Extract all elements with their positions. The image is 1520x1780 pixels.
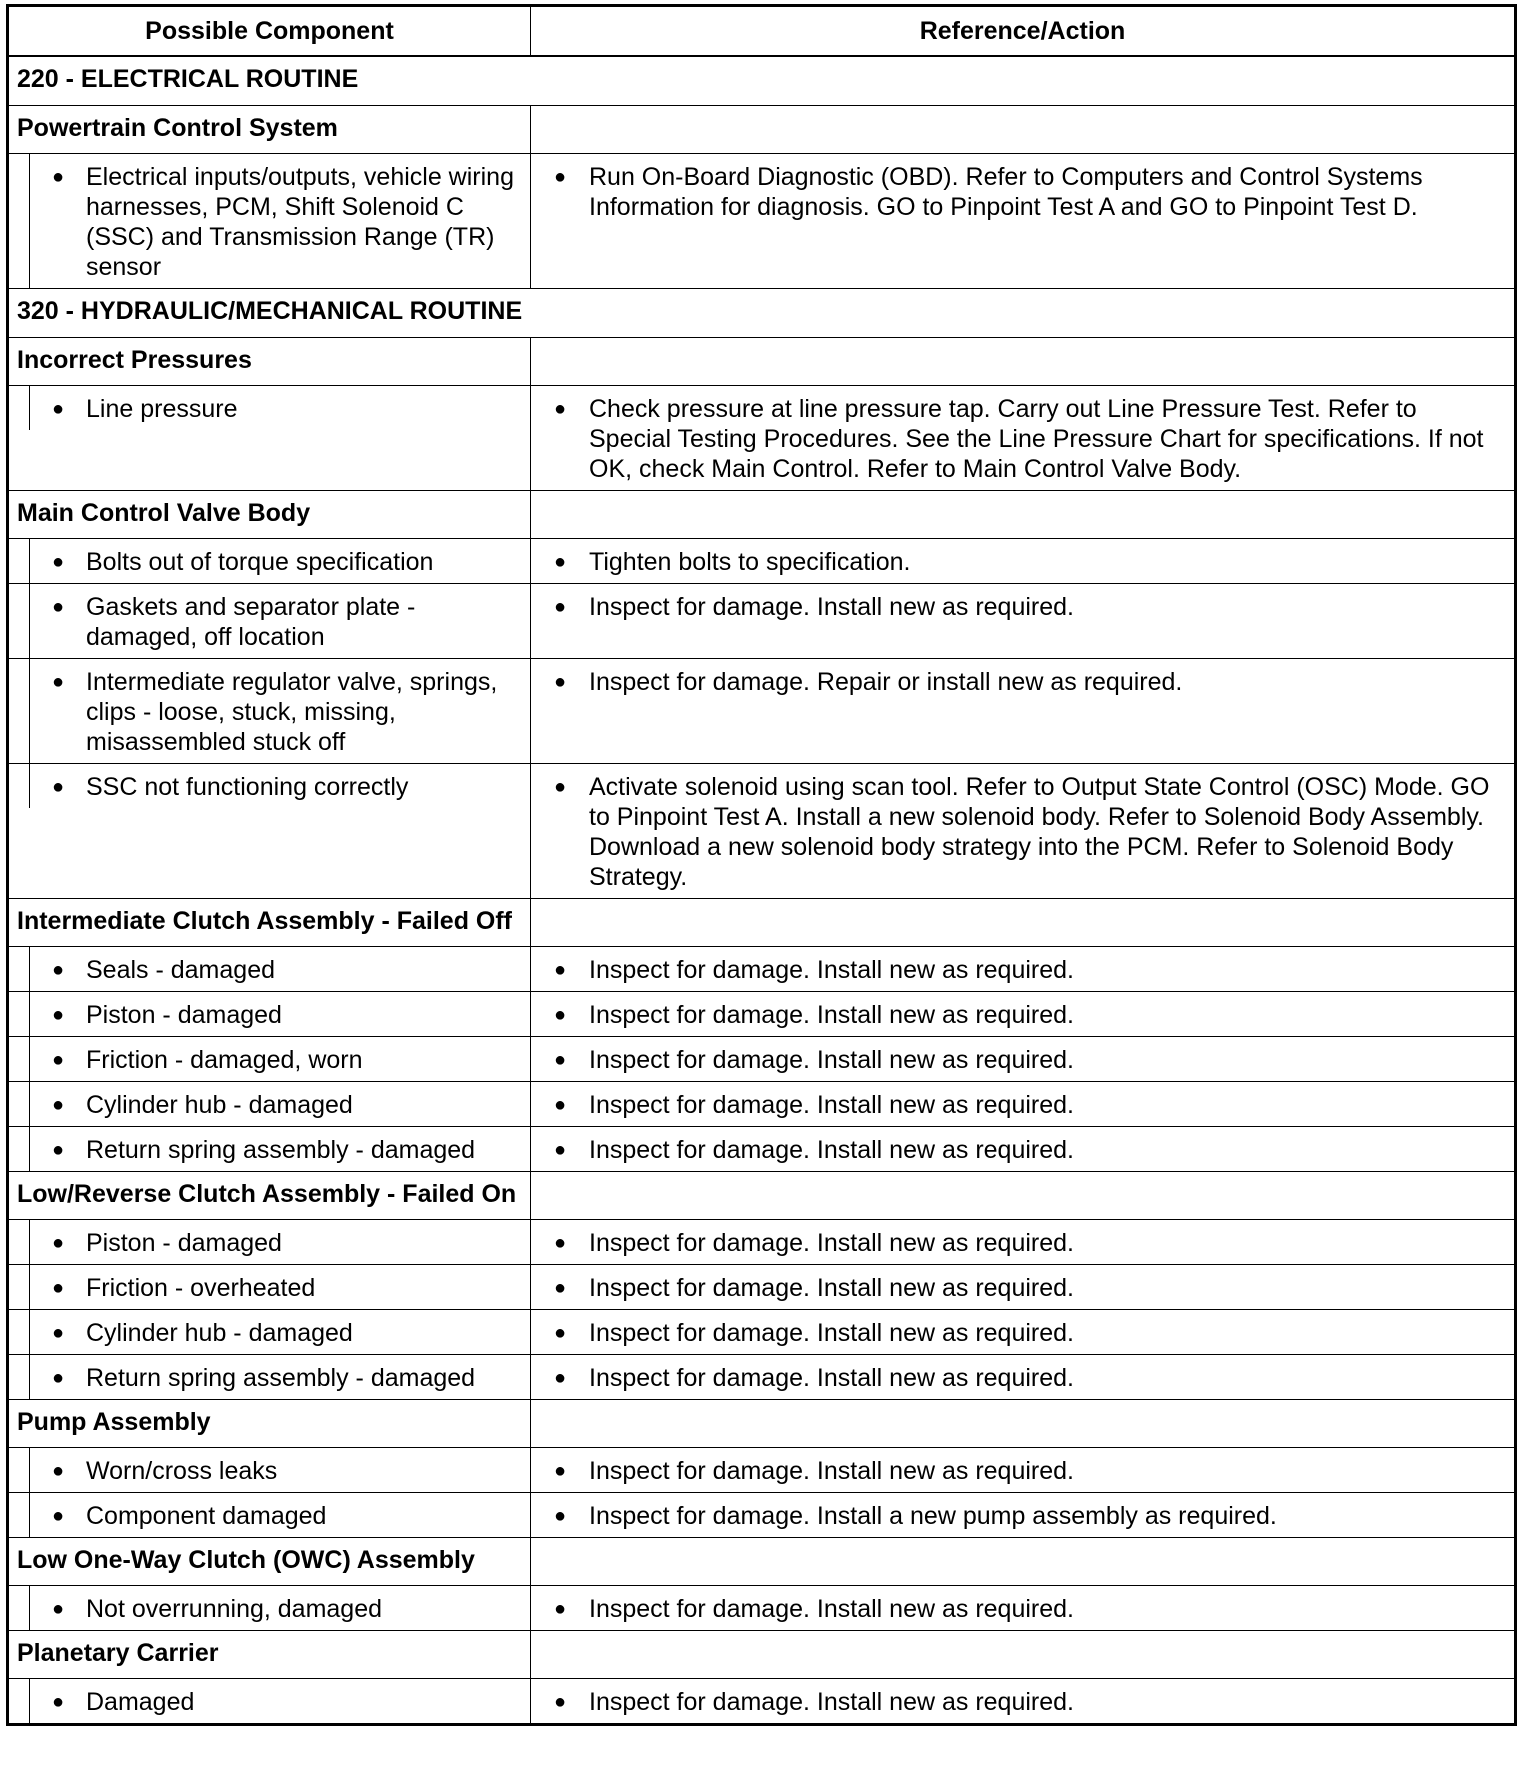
indent-column [9, 539, 30, 583]
bullet-icon: ● [553, 1691, 567, 1713]
component-text: Bolts out of torque specification [86, 548, 434, 576]
component-cell [8, 539, 531, 584]
component-cell [8, 386, 531, 491]
table-row [8, 659, 1516, 764]
bullet-icon: ● [51, 1004, 65, 1026]
table-row [8, 1355, 1516, 1400]
bullet-icon: ● [51, 776, 65, 798]
action-text: Inspect for damage. Repair or install new as required. [589, 668, 1183, 696]
bullet-icon: ● [553, 551, 567, 573]
bullet-icon: ● [553, 1139, 567, 1161]
action-text: Inspect for damage. Install new as required. [589, 1319, 1074, 1347]
bullet-icon: ● [51, 551, 65, 573]
indent-column [9, 659, 30, 763]
component-cell [8, 1310, 531, 1355]
component-text: Cylinder hub - damaged [86, 1319, 353, 1347]
bullet-icon: ● [51, 1232, 65, 1254]
bullet-icon: ● [553, 596, 567, 618]
bullet-icon: ● [51, 398, 65, 420]
bullet-icon: ● [553, 1094, 567, 1116]
action-text: Inspect for damage. Install new as required. [589, 593, 1074, 621]
action-text: Inspect for damage. Install new as required. [589, 1595, 1074, 1623]
action-text: Inspect for damage. Install new as required. [589, 1364, 1074, 1392]
component-text: Cylinder hub - damaged [86, 1091, 353, 1119]
component-cell [8, 154, 531, 289]
component-text: Seals - damaged [86, 956, 276, 984]
component-cell [8, 659, 531, 764]
bullet-icon: ● [553, 1322, 567, 1344]
header-possible-component: Possible Component [8, 6, 531, 57]
component-text: Friction - overheated [86, 1274, 316, 1302]
bullet-icon: ● [553, 671, 567, 693]
action-text: Inspect for damage. Install new as required. [589, 1274, 1074, 1302]
table-row [8, 1127, 1516, 1172]
bullet-icon: ● [553, 1460, 567, 1482]
action-cell [531, 1493, 1516, 1538]
bullet-icon: ● [51, 1049, 65, 1071]
indent-column [9, 992, 30, 1036]
group-row [8, 1400, 1516, 1448]
action-text: Inspect for damage. Install new as required. [589, 1046, 1074, 1074]
bullet-icon: ● [51, 959, 65, 981]
component-text: Component damaged [86, 1502, 327, 1530]
bullet-icon: ● [51, 1598, 65, 1620]
bullet-icon: ● [553, 1232, 567, 1254]
action-text: Inspect for damage. Install new as required. [589, 1457, 1074, 1485]
action-cell [531, 992, 1516, 1037]
action-cell [531, 1310, 1516, 1355]
group-title: Incorrect Pressures [8, 338, 531, 386]
bullet-icon: ● [51, 671, 65, 693]
indent-column [9, 154, 30, 288]
action-cell [531, 1448, 1516, 1493]
table-row [8, 1448, 1516, 1493]
group-empty-cell [531, 1538, 1516, 1586]
component-cell [8, 1586, 531, 1631]
group-title: Pump Assembly [8, 1400, 531, 1448]
component-text: Worn/cross leaks [86, 1457, 278, 1485]
group-row [8, 1631, 1516, 1679]
group-empty-cell [531, 491, 1516, 539]
section-row [8, 289, 1516, 338]
table-row [8, 992, 1516, 1037]
component-cell [8, 1448, 531, 1493]
component-cell [8, 1082, 531, 1127]
bullet-icon: ● [51, 166, 65, 188]
group-empty-cell [531, 1400, 1516, 1448]
bullet-icon: ● [51, 1322, 65, 1344]
component-text: Piston - damaged [86, 1229, 282, 1257]
action-text: Run On-Board Diagnostic (OBD). Refer to Computers and Control Systems Information for diagnosis. GO to Pinpoint Test A and GO to Pinpoint Test D. [589, 163, 1423, 221]
action-text: Check pressure at line pressure tap. Carry out Line Pressure Test. Refer to Special Testing Procedures. See the Line Pressure Chart for specifications. If not OK, check Main Control. Refer to Main Control Valve Body. [589, 395, 1484, 483]
component-text: Piston - damaged [86, 1001, 282, 1029]
bullet-icon: ● [553, 959, 567, 981]
component-text: Damaged [86, 1688, 195, 1716]
action-cell [531, 947, 1516, 992]
action-cell [531, 1037, 1516, 1082]
component-cell [8, 1265, 531, 1310]
component-cell [8, 1220, 531, 1265]
action-cell [531, 1082, 1516, 1127]
group-empty-cell [531, 1631, 1516, 1679]
component-text: Return spring assembly - damaged [86, 1136, 476, 1164]
bullet-icon: ● [51, 1460, 65, 1482]
component-cell [8, 1493, 531, 1538]
bullet-icon: ● [553, 1367, 567, 1389]
bullet-icon: ● [51, 1139, 65, 1161]
group-empty-cell [531, 899, 1516, 947]
group-title: Main Control Valve Body [8, 491, 531, 539]
group-row [8, 106, 1516, 154]
action-cell [531, 764, 1516, 899]
component-text: Line pressure [86, 395, 238, 423]
indent-column [9, 1679, 30, 1723]
component-cell [8, 1037, 531, 1082]
bullet-icon: ● [553, 1049, 567, 1071]
bullet-icon: ● [51, 1367, 65, 1389]
diagnosis-table [6, 4, 1517, 1726]
bullet-icon: ● [51, 1094, 65, 1116]
component-cell [8, 764, 531, 899]
bullet-icon: ● [553, 1505, 567, 1527]
component-text: Friction - damaged, worn [86, 1046, 363, 1074]
action-cell [531, 1265, 1516, 1310]
group-title: Intermediate Clutch Assembly - Failed Off [8, 899, 531, 947]
diagnosis-table-container [6, 4, 1514, 1726]
action-cell [531, 1127, 1516, 1172]
header-row [8, 6, 1516, 57]
group-empty-cell [531, 338, 1516, 386]
indent-column [9, 1493, 30, 1537]
component-text: Not overrunning, damaged [86, 1595, 383, 1623]
group-row [8, 1538, 1516, 1586]
group-row [8, 491, 1516, 539]
component-text: Gaskets and separator plate - damaged, off location [86, 593, 416, 651]
indent-column [9, 1355, 30, 1399]
action-text: Inspect for damage. Install new as required. [589, 1001, 1074, 1029]
bullet-icon: ● [553, 776, 567, 798]
group-empty-cell [531, 106, 1516, 154]
table-body [8, 56, 1516, 1725]
group-title: Low One-Way Clutch (OWC) Assembly [8, 1538, 531, 1586]
component-cell [8, 947, 531, 992]
action-text: Inspect for damage. Install new as required. [589, 1688, 1074, 1716]
action-cell [531, 386, 1516, 491]
group-row [8, 338, 1516, 386]
action-text: Inspect for damage. Install a new pump assembly as required. [589, 1502, 1277, 1530]
table-header [8, 6, 1516, 57]
component-text: Return spring assembly - damaged [86, 1364, 476, 1392]
indent-column [9, 386, 30, 430]
table-row [8, 1586, 1516, 1631]
indent-column [9, 1220, 30, 1264]
group-title: Planetary Carrier [8, 1631, 531, 1679]
table-row [8, 764, 1516, 899]
action-cell [531, 584, 1516, 659]
action-text: Inspect for damage. Install new as required. [589, 956, 1074, 984]
table-row [8, 1037, 1516, 1082]
action-cell [531, 1355, 1516, 1400]
indent-column [9, 1265, 30, 1309]
bullet-icon: ● [51, 1277, 65, 1299]
action-text: Activate solenoid using scan tool. Refer to Output State Control (OSC) Mode. GO to Pinpoint Test A. Install a new solenoid body. Refer to Solenoid Body Assembly. Download a new solenoid body strategy into the PCM. Refer to Solenoid Body Strategy. [589, 773, 1490, 891]
group-empty-cell [531, 1172, 1516, 1220]
action-text: Inspect for damage. Install new as required. [589, 1229, 1074, 1257]
component-cell [8, 584, 531, 659]
section-title: 220 - ELECTRICAL ROUTINE [8, 56, 1516, 106]
section-row [8, 56, 1516, 106]
component-cell [8, 1355, 531, 1400]
section-title: 320 - HYDRAULIC/MECHANICAL ROUTINE [8, 289, 1516, 338]
indent-column [9, 1310, 30, 1354]
component-cell [8, 1679, 531, 1725]
bullet-icon: ● [51, 1691, 65, 1713]
action-cell [531, 1679, 1516, 1725]
action-cell [531, 539, 1516, 584]
indent-column [9, 584, 30, 658]
bullet-icon: ● [553, 1277, 567, 1299]
bullet-icon: ● [51, 596, 65, 618]
group-title: Powertrain Control System [8, 106, 531, 154]
table-row [8, 1493, 1516, 1538]
action-cell [531, 1586, 1516, 1631]
header-reference-action: Reference/Action [531, 6, 1516, 57]
component-cell [8, 992, 531, 1037]
table-row [8, 947, 1516, 992]
bullet-icon: ● [51, 1505, 65, 1527]
group-row [8, 899, 1516, 947]
action-text: Inspect for damage. Install new as required. [589, 1091, 1074, 1119]
indent-column [9, 764, 30, 808]
action-cell [531, 1220, 1516, 1265]
indent-column [9, 1586, 30, 1630]
component-text: SSC not functioning correctly [86, 773, 409, 801]
table-row [8, 584, 1516, 659]
table-row [8, 539, 1516, 584]
indent-column [9, 1037, 30, 1081]
table-row [8, 1082, 1516, 1127]
indent-column [9, 947, 30, 991]
action-cell [531, 659, 1516, 764]
table-row [8, 1679, 1516, 1725]
action-text: Inspect for damage. Install new as required. [589, 1136, 1074, 1164]
group-row [8, 1172, 1516, 1220]
table-row [8, 386, 1516, 491]
table-row [8, 1310, 1516, 1355]
bullet-icon: ● [553, 166, 567, 188]
table-row [8, 154, 1516, 289]
action-cell [531, 154, 1516, 289]
table-row [8, 1220, 1516, 1265]
component-text: Electrical inputs/outputs, vehicle wiring harnesses, PCM, Shift Solenoid C (SSC) and Transmission Range (TR) sensor [86, 163, 514, 281]
action-text: Tighten bolts to specification. [589, 548, 911, 576]
indent-column [9, 1448, 30, 1492]
bullet-icon: ● [553, 1598, 567, 1620]
indent-column [9, 1082, 30, 1126]
component-cell [8, 1127, 531, 1172]
indent-column [9, 1127, 30, 1171]
component-text: Intermediate regulator valve, springs, clips - loose, stuck, missing, misassembled stuck off [86, 668, 498, 756]
group-title: Low/Reverse Clutch Assembly - Failed On [8, 1172, 531, 1220]
bullet-icon: ● [553, 1004, 567, 1026]
bullet-icon: ● [553, 398, 567, 420]
table-row [8, 1265, 1516, 1310]
